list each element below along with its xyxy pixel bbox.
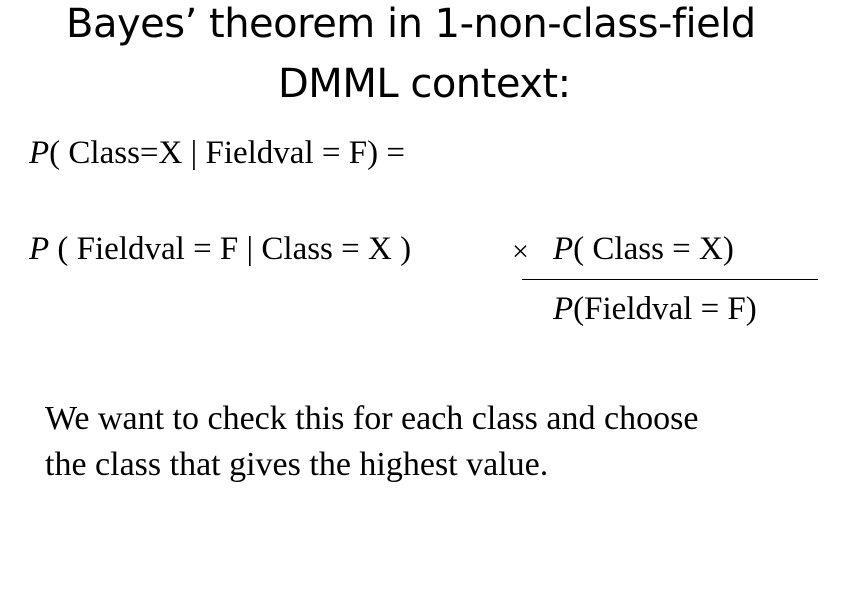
fraction-bar xyxy=(522,279,818,280)
probability-symbol: P xyxy=(553,291,574,327)
explanation-text xyxy=(45,396,835,488)
probability-symbol: P xyxy=(29,135,50,171)
probability-symbol: P xyxy=(553,231,574,267)
prior-expression: ( Class = X) xyxy=(573,231,734,267)
prior-term xyxy=(553,230,734,268)
title-line-2: DMML context: xyxy=(278,61,571,107)
lhs-expression: ( Class=X | Fieldval = F) = xyxy=(49,135,405,171)
multiplication-sign: × xyxy=(512,235,529,268)
title-line-1: Bayes’ theorem in 1-non-class-field xyxy=(66,1,756,47)
likelihood-expression: ( Fieldval = F | Class = X ) xyxy=(49,231,412,267)
equation-lhs xyxy=(29,134,405,172)
explanation-line-2: the class that gives the highest value. xyxy=(45,446,549,483)
probability-symbol: P xyxy=(29,231,50,267)
explanation-line-1: We want to check this for each class and choose xyxy=(45,400,699,437)
evidence-term xyxy=(553,290,757,328)
evidence-expression: (Fieldval = F) xyxy=(573,291,757,327)
likelihood-term xyxy=(29,230,411,268)
